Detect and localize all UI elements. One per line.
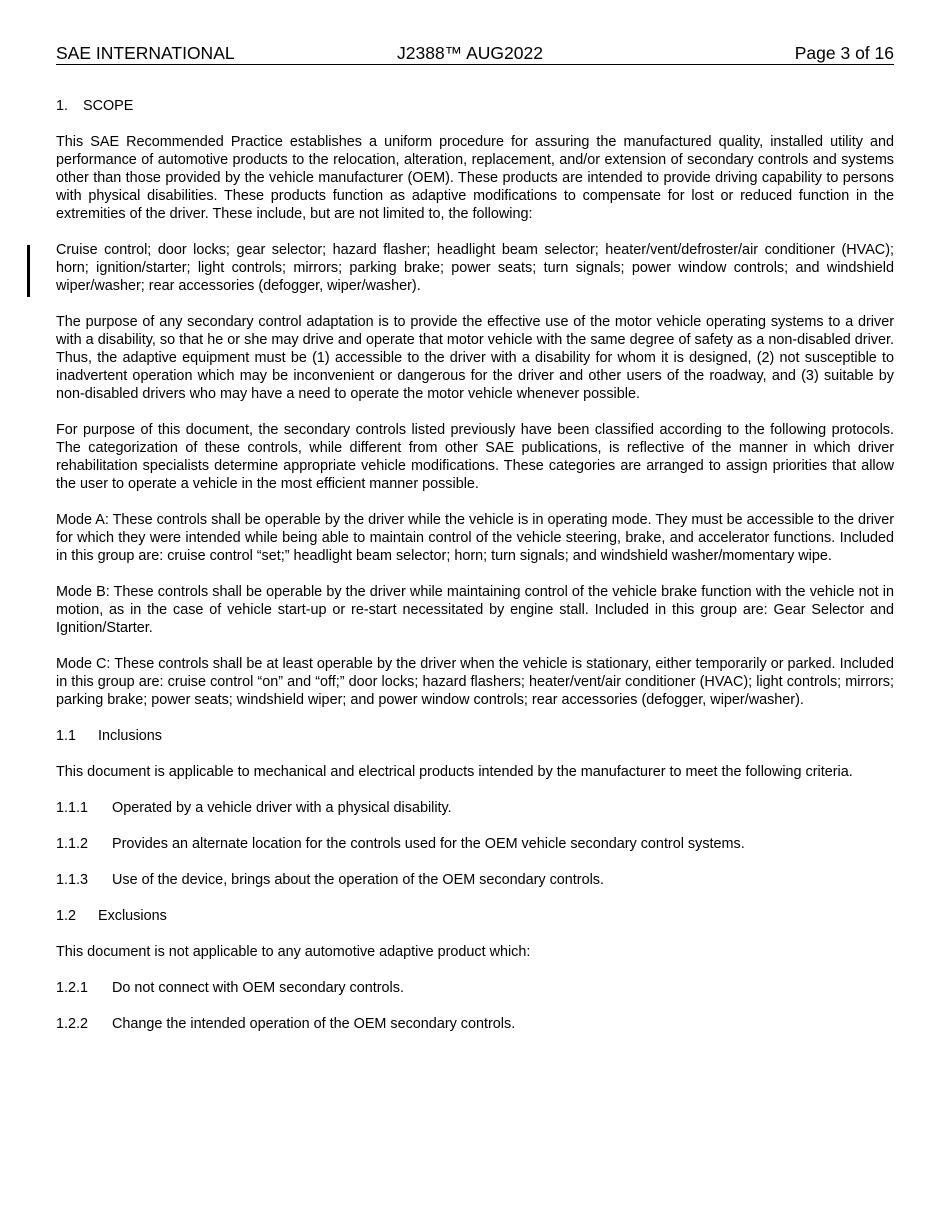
list-item xyxy=(56,979,894,997)
header-organization: SAE INTERNATIONAL xyxy=(56,43,235,63)
section-heading-exclusions xyxy=(56,907,894,925)
item-number: 1.1.2 xyxy=(56,836,89,852)
paragraph-purpose: The purpose of any secondary control adaptation is to provide the effective use of the motor vehicle operating systems to a driver with a disability, so that he or she may drive and operate that motor vehicle with the same degree of safety as a non-disabled driver. Thus, the adaptive equipment must be (1) accessible to the driver with a disability for whom it is designed, (2) not susceptible to inadvertent operation which may be inconvenient or dangerous for the driver and other users of the roadway, and (3) suitable by non-disabled drivers who may have a need to operate the motor vehicle whenever possible. xyxy=(56,314,894,402)
revision-change-bar xyxy=(27,245,30,297)
page-header xyxy=(56,42,894,65)
header-page-number: Page 3 of 16 xyxy=(794,43,894,63)
item-number: 1.2.1 xyxy=(56,980,89,996)
paragraph-mode-c: Mode C: These controls shall be at least operable by the driver when the vehicle is stationary, either temporarily or parked. Included in this group are: cruise control “on” and “off;” door locks; hazard flashers; heater/vent/air conditioner (HVAC); light controls; mirrors; parking brake; power seats; windshield wiper; and power window controls; rear accessories (defogger, wiper/washer). xyxy=(56,656,894,708)
item-text: Use of the device, brings about the operation of the OEM secondary controls. xyxy=(112,872,604,888)
list-item xyxy=(56,871,894,889)
section-title: Inclusions xyxy=(98,728,162,744)
section-number: 1.1 xyxy=(56,728,77,744)
document-body xyxy=(56,97,894,1051)
paragraph-mode-b: Mode B: These controls shall be operable by the driver while maintaining control of the vehicle brake function with the vehicle not in motion, as in the case of vehicle start-up or re-start necessitated by engine stall. Included in this group are: Gear Selector and Ignition/Starter. xyxy=(56,584,894,636)
item-number: 1.1.1 xyxy=(56,800,89,816)
paragraph-classification: For purpose of this document, the secondary controls listed previously have been classified according to the following protocols. The categorization of these controls, while different from other SAE publications, is reflective of the manner in which driver rehabilitation specialists determine appropriate vehicle modifications. These categories are arranged to assign priorities that allow the user to operate a vehicle in the most efficient manner possible. xyxy=(56,422,894,492)
item-number: 1.1.3 xyxy=(56,872,89,888)
list-item xyxy=(56,1015,894,1033)
paragraph-controls-list: Cruise control; door locks; gear selector; hazard flasher; headlight beam selector; heater/vent/defroster/air conditioner (HVAC); horn; ignition/starter; light controls; mirrors; parking brake; power seats; turn signals; power window controls; and windshield wiper/washer; rear accessories (defogger, wiper/washer). xyxy=(56,242,894,294)
list-item xyxy=(56,799,894,817)
list-item xyxy=(56,835,894,853)
section-heading-inclusions xyxy=(56,727,894,745)
item-text: Provides an alternate location for the controls used for the OEM vehicle secondary control systems. xyxy=(112,836,745,852)
paragraph-inclusions-intro: This document is applicable to mechanical and electrical products intended by the manufacturer to meet the following criteria. xyxy=(56,764,853,780)
item-text: Change the intended operation of the OEM secondary controls. xyxy=(112,1016,516,1032)
section-number: 1.2 xyxy=(56,908,77,924)
item-text: Operated by a vehicle driver with a physical disability. xyxy=(112,800,452,816)
item-number: 1.2.2 xyxy=(56,1016,89,1032)
paragraph-exclusions-intro: This document is not applicable to any automotive adaptive product which: xyxy=(56,944,531,960)
section-title: SCOPE xyxy=(83,98,134,114)
paragraph-mode-a: Mode A: These controls shall be operable by the driver while the vehicle is in operating mode. They must be accessible to the driver for which they were intended while being able to maintain control of the vehicle steering, brake, and accelerator functions. Included in this group are: cruise control “set;” headlight beam selector; horn; turn signals; and windshield washer/momentary wipe. xyxy=(56,512,894,564)
section-number: 1. xyxy=(56,98,69,114)
section-title: Exclusions xyxy=(98,908,167,924)
item-text: Do not connect with OEM secondary controls. xyxy=(112,980,404,996)
paragraph-scope-intro: This SAE Recommended Practice establishes a uniform procedure for assuring the manufactured quality, installed utility and performance of automotive products to the relocation, alteration, replacement, and/or extension of secondary controls and systems other than those provided by the vehicle manufacturer (OEM). These products are intended to provide driving capability to persons with physical disabilities. These products function as adaptive modifications to compensate for lost or reduced function in the extremities of the driver. These include, but are not limited to, the following: xyxy=(56,134,894,222)
section-heading-scope xyxy=(56,97,894,115)
header-document-id: J2388™ AUG2022 xyxy=(397,43,543,63)
